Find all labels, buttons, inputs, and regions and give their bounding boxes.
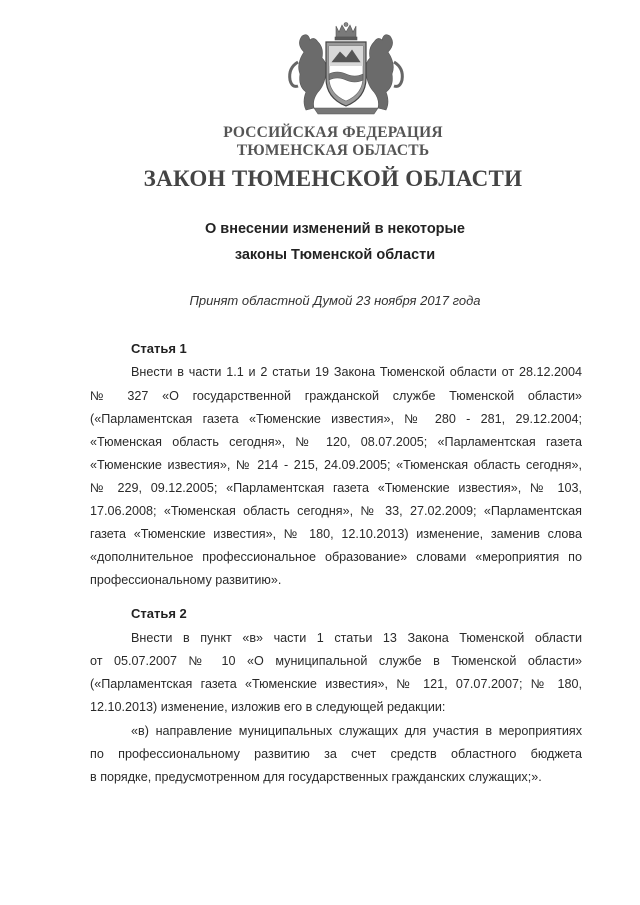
coat-of-arms-icon (284, 22, 408, 118)
article-2-text-line: («Парламентская газета «Тюменские известия», № 121, 07.07.2007; № 180, (90, 677, 582, 691)
article-2-quoted-text-line: в порядке, предусмотренном для государственных гражданских служащих;». (90, 770, 542, 784)
law-type-heading: ЗАКОН ТЮМЕНСКОЙ ОБЛАСТИ (143, 166, 523, 191)
article-1-text-line: Внести в части 1.1 и 2 статьи 19 Закона Тюменской области от 28.12.2004 (131, 365, 582, 379)
article-1-heading: Статья 1 (131, 341, 187, 356)
article-2-quoted-text-line: по профессиональному развитию за счет средств областного бюджета (90, 747, 582, 761)
header-region: ТЮМЕНСКАЯ ОБЛАСТЬ (236, 142, 430, 159)
article-2-text-line: от 05.07.2007 № 10 «О муниципальной службе в Тюменской области» (90, 654, 582, 668)
article-2-text-line: Внести в пункт «в» части 1 статьи 13 Закона Тюменской области (131, 631, 582, 645)
article-1-text-line: «дополнительное профессиональное образование» словами «мероприятия по (90, 550, 582, 564)
document-title-line-2: законы Тюменской области (234, 247, 436, 263)
article-1-text-line: профессиональному развитию». (90, 573, 282, 587)
article-1-text-line: «Тюменские известия», № 214 - 215, 24.09.2005; «Тюменская область сегодня», (90, 458, 582, 472)
adoption-date: Принят областной Думой 23 ноября 2017 года (189, 293, 481, 308)
article-1-text-line: газета «Тюменские известия», № 180, 12.10.2013) изменение, заменив слова (90, 527, 582, 541)
article-1-text-line: № 327 «О государственной гражданской службе Тюменской области» (90, 389, 582, 403)
article-1-text-line: «Тюменская область сегодня», № 120, 08.07.2005; «Парламентская газета (90, 435, 582, 449)
article-1-text-line: («Парламентская газета «Тюменские известия», № 280 - 281, 29.12.2004; (90, 412, 582, 426)
document-title-line-1: О внесении изменений в некоторые (205, 221, 465, 237)
header-country: РОССИЙСКАЯ ФЕДЕРАЦИЯ (223, 124, 443, 141)
article-1-text-line: 17.06.2008; «Тюменская область сегодня», № 33, 27.02.2009; «Парламентская (90, 504, 582, 518)
article-1-text-line: № 229, 09.12.2005; «Парламентская газета «Тюменские известия», № 103, (90, 481, 582, 495)
article-2-text-line: 12.10.2013) изменение, изложив его в следующей редакции: (90, 700, 446, 714)
article-2-quoted-text-line: «в) направление муниципальных служащих для участия в мероприятиях (131, 724, 582, 738)
article-2-heading: Статья 2 (131, 606, 187, 621)
